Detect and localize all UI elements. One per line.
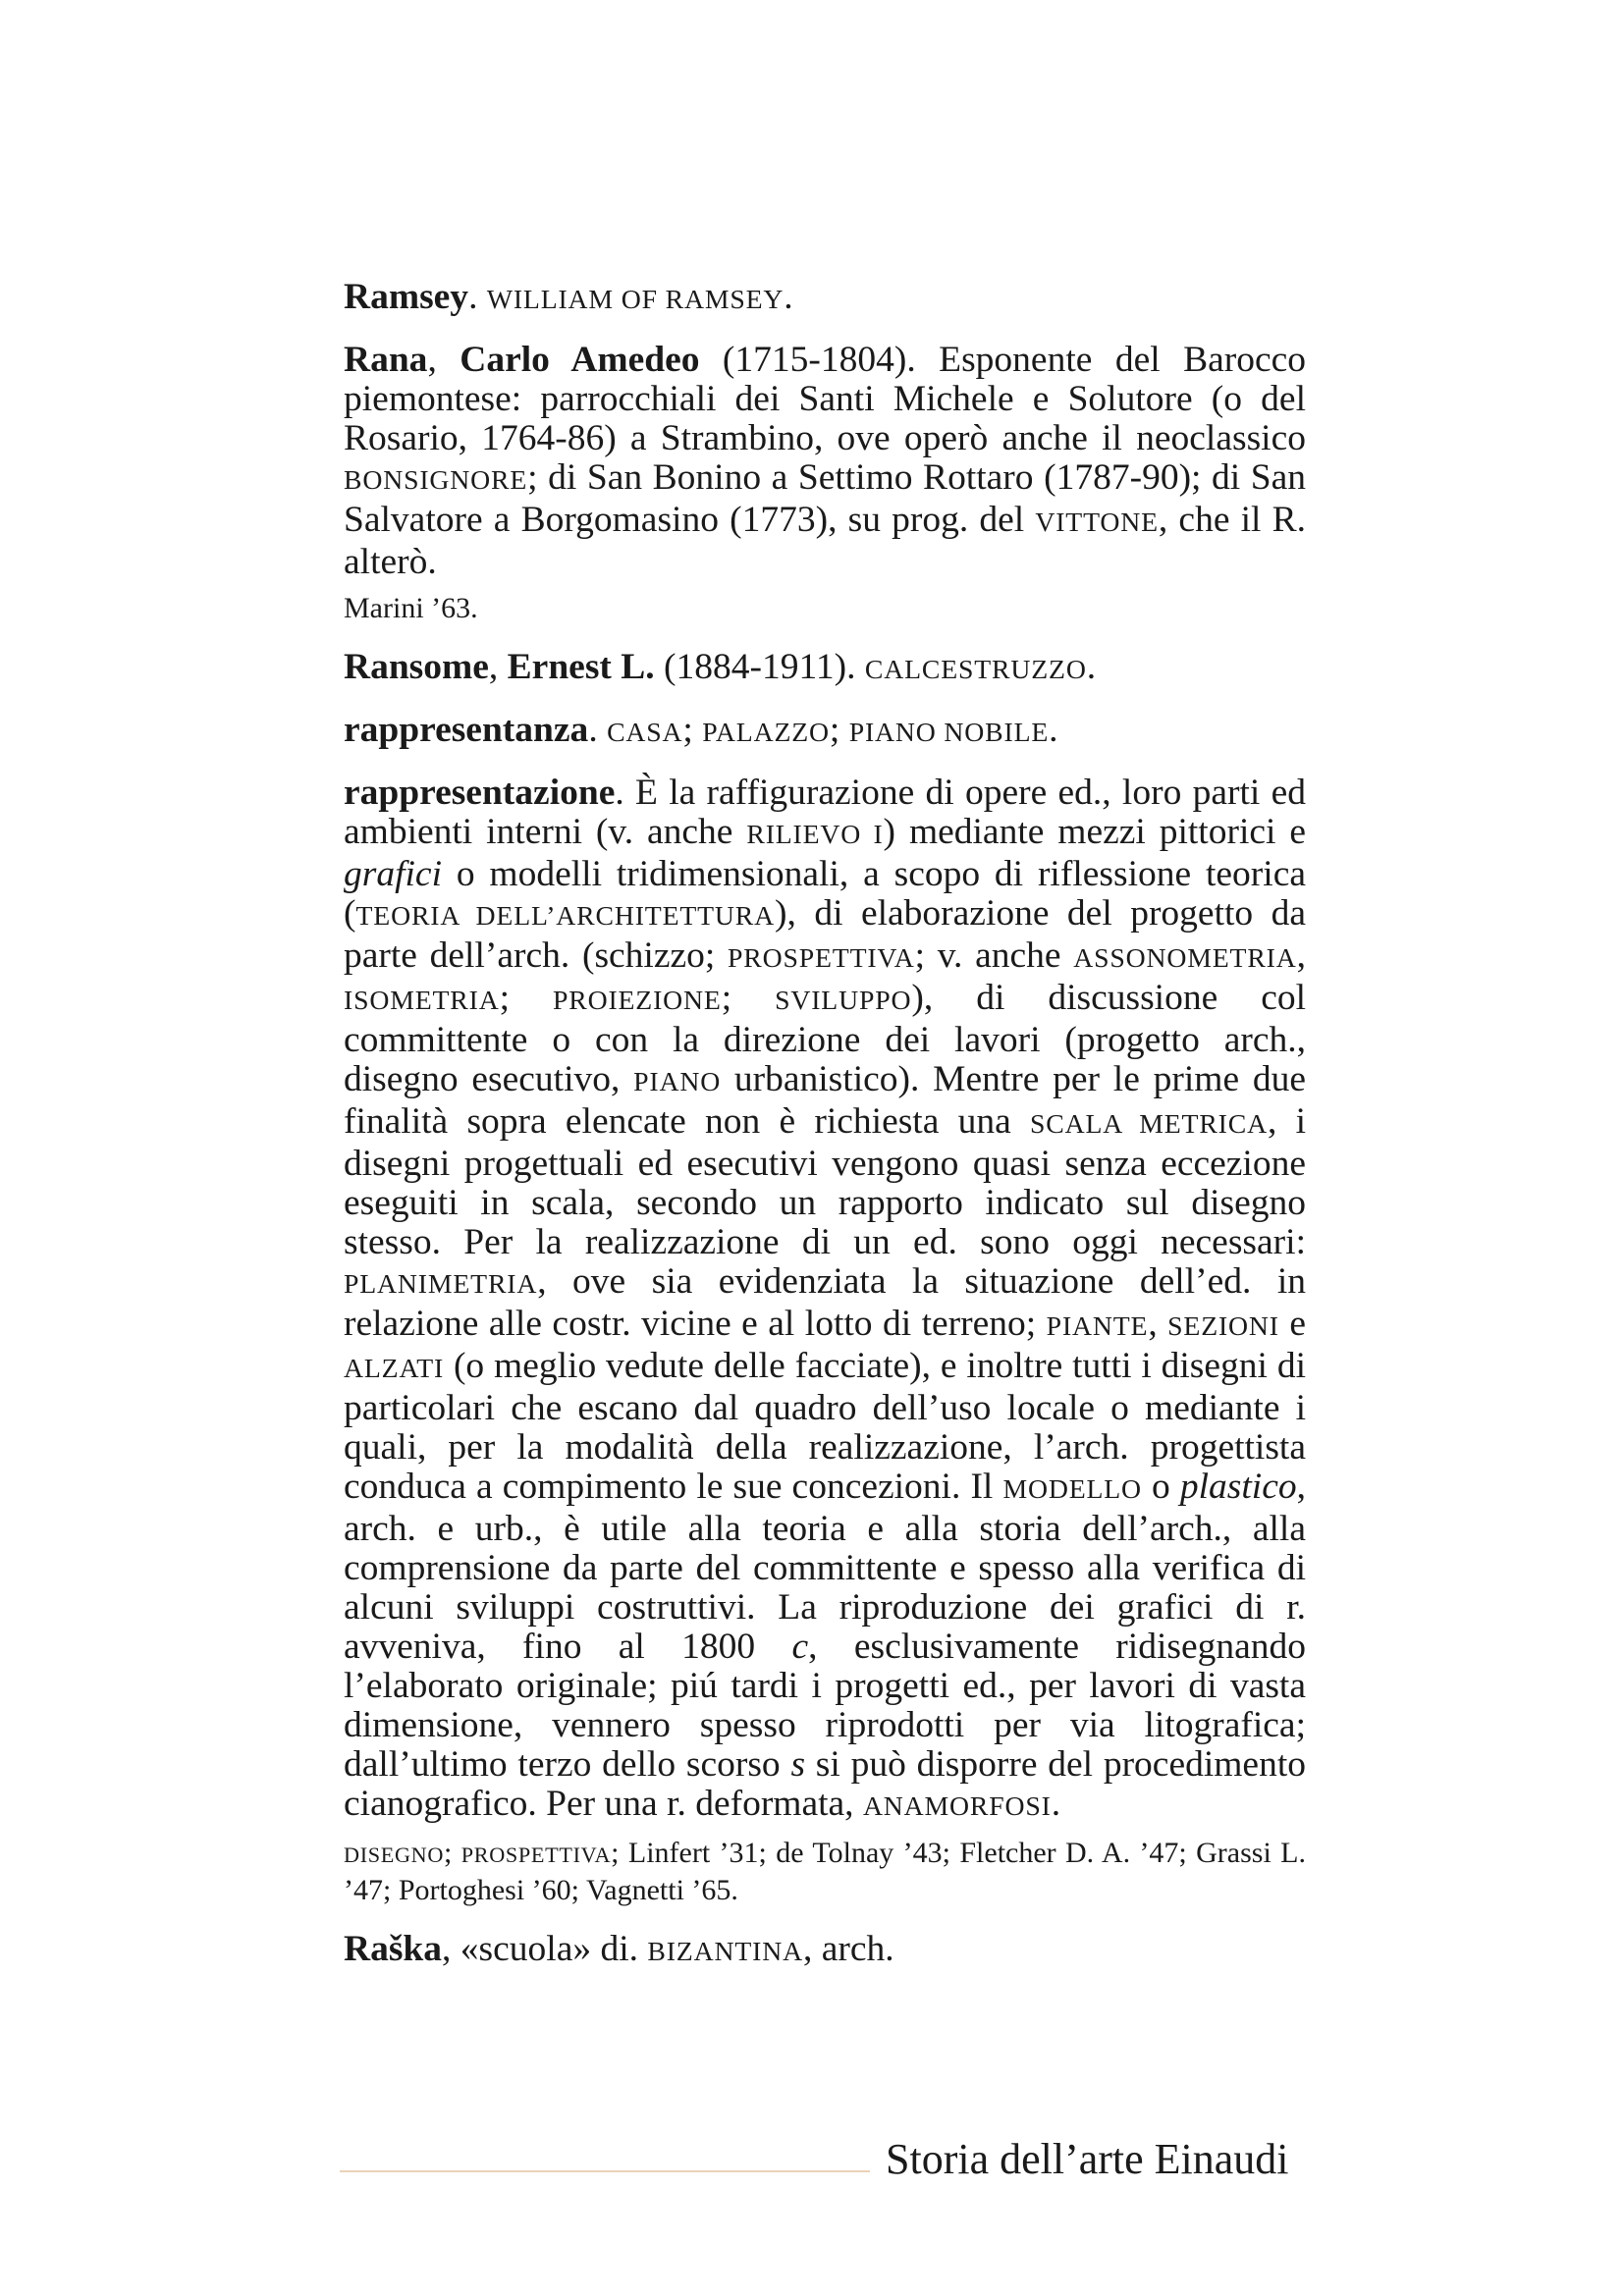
entry-text: . [588, 710, 608, 750]
entry-text: ; [721, 978, 776, 1018]
entry-text: , [1148, 1304, 1168, 1344]
cross-reference: TEORIA DELL’ARCHITETTURA [355, 901, 776, 932]
cross-reference: ASSONOMETRIA [1073, 943, 1297, 974]
cross-reference: SEZIONI [1167, 1311, 1279, 1342]
cross-reference: CASA [607, 718, 683, 748]
entry-text: ; [829, 710, 849, 750]
cross-reference: ANAMORFOSI [862, 1791, 1052, 1822]
headword: rappresentazione [344, 773, 616, 813]
headword: Raška [344, 1929, 443, 1969]
entry-text: . [1051, 1784, 1061, 1824]
footer-rule [340, 2170, 870, 2172]
cross-reference: ALZATI [344, 1354, 445, 1384]
headword: Ramsey [344, 277, 469, 317]
entry-text: , arch. [802, 1929, 894, 1969]
entry-text: (o meglio vedute delle facciate), e inoltre tutti i disegni di particolari che escano dal quadro dell’uso locale o mediante i quali, per la modalità della realizzazione, l’arch. progettista conduca a compimento le sue concezioni. Il [344, 1346, 1306, 1507]
cross-reference: PALAZZO [702, 718, 830, 748]
cross-reference: VITTONE [1035, 507, 1159, 538]
bibliography-reference [344, 1836, 1306, 1908]
entry-text: . È la raffigurazione di opere ed., loro parti ed ambienti interni (v. anche [344, 773, 1306, 852]
cross-reference: ISOMETRIA [344, 986, 500, 1016]
cross-reference: SVILUPPO [775, 986, 912, 1016]
headword: Ransome [344, 647, 489, 687]
cross-reference: MODELLO [1002, 1474, 1142, 1505]
entry-text: , «scuola» di. [442, 1929, 648, 1969]
cross-reference: SCALA METRICA [1030, 1109, 1268, 1140]
dictionary-entry [344, 1930, 1306, 1972]
cross-reference: PROSPETTIVA [460, 1842, 612, 1867]
entry-text: o modelli tridimensionali, a scopo di riflessione teorica ( [344, 854, 1306, 934]
italic-term: plastico [1179, 1467, 1297, 1507]
dictionary-entry [344, 648, 1306, 690]
dictionary-entry [344, 341, 1306, 582]
cross-reference: DISEGNO [344, 1842, 445, 1867]
entry-text: , [427, 340, 460, 380]
entry-text: , i disegni progettuali ed esecutivi vengono quasi senza eccezione eseguiti in scala, secondo un rapporto indicato sul disegno stesso. Per la realizzazione di un ed. sono oggi necessari: [344, 1101, 1307, 1262]
cross-reference: WILLIAM OF RAMSEY [486, 285, 784, 315]
dictionary-column [344, 278, 1306, 1993]
entry-text: ; [682, 710, 703, 750]
entry-text: . [1086, 647, 1097, 687]
dictionary-entry [344, 278, 1306, 320]
entry-text: ; v. anche [914, 935, 1074, 976]
headword: Rana [344, 340, 428, 380]
entry-text: ), di discussione col committente o con la direzione dei lavori (progetto arch., disegno esecutivo, [344, 978, 1307, 1099]
entry-text: . [468, 277, 487, 317]
headword: Ernest L. [507, 647, 655, 687]
headword: rappresentanza [344, 710, 589, 750]
entry-text: ; Linfert ’31; de Tolnay ’43; Fletcher D. A. ’47; Grassi L. ’47; Portoghesi ’60; Vagnetti ’65. [344, 1837, 1306, 1906]
entry-text: ; [444, 1837, 461, 1869]
cross-reference: PIANTE [1046, 1311, 1149, 1342]
entry-text: , esclusivamente ridisegnando l’elaborato originale; piú tardi i progetti ed., per lavori di vasta dimensione, vennero spesso riprodotti per via litografica; dall’ultimo terzo dello scorso [344, 1627, 1306, 1785]
italic-term: c [791, 1627, 809, 1667]
bibliography-reference [344, 591, 1306, 626]
italic-term: s [790, 1744, 806, 1785]
entry-text: ), di elaborazione del progetto da parte dell’arch. (schizzo; [344, 893, 1306, 976]
entry-text: ; di San Bonino a Settimo Rottaro (1787-90); di San Salvatore a Borgomasino (1773), su prog. del [344, 457, 1306, 540]
italic-term: grafici [344, 854, 442, 894]
cross-reference: PROSPETTIVA [728, 943, 915, 974]
entry-text: o [1141, 1467, 1180, 1507]
cross-reference: PROIEZIONE [552, 986, 722, 1016]
entry-text: si può disporre del procedimento cianografico. Per una r. deformata, [344, 1744, 1307, 1824]
entry-text: , ove sia evidenziata la situazione dell’ed. in relazione alle costr. vicine e al lotto di terreno; [344, 1261, 1306, 1344]
entry-text: ; [499, 978, 553, 1018]
entry-text: , [488, 647, 508, 687]
cross-reference: PIANO [633, 1067, 722, 1097]
dictionary-entry [344, 774, 1306, 1827]
cross-reference: BONSIGNORE [344, 465, 528, 496]
entry-text: , arch. e urb., è utile alla teoria e alla storia dell’arch., alla comprensione da parte del committente e spesso alla verifica di alcuni sviluppi costruttivi. La riproduzione dei grafici di r. avveniva, fino al 1800 [344, 1467, 1306, 1667]
entry-text: (1715-1804). Esponente del Barocco piemontese: parrocchiali dei Santi Michele e Solutore (o del Rosario, 1764-86) a Strambino, ove operò anche il neoclassico [344, 340, 1307, 458]
cross-reference: PIANO NOBILE [848, 718, 1050, 748]
cross-reference: PLANIMETRIA [344, 1269, 538, 1300]
entry-text: ) mediante mezzi pittorici e [883, 812, 1306, 852]
headword: Carlo Amedeo [460, 340, 700, 380]
cross-reference: BIZANTINA [647, 1937, 803, 1967]
dictionary-entry [344, 711, 1306, 753]
entry-text: , [1296, 935, 1306, 976]
entry-text: (1884-1911). [654, 647, 865, 687]
entry-text: Marini ’63. [344, 592, 478, 624]
entry-text: . [1049, 710, 1058, 750]
footer-publisher: Storia dell’arte Einaudi [886, 2135, 1289, 2183]
cross-reference: CALCESTRUZZO [864, 655, 1087, 685]
entry-text: , che il R. alterò. [344, 500, 1307, 582]
entry-text: . [784, 277, 793, 317]
cross-reference: RILIEVO I [746, 820, 884, 850]
entry-text: e [1278, 1304, 1306, 1344]
entry-text: urbanistico). Mentre per le prime due finalità sopra elencate non è richiesta una [344, 1059, 1306, 1142]
